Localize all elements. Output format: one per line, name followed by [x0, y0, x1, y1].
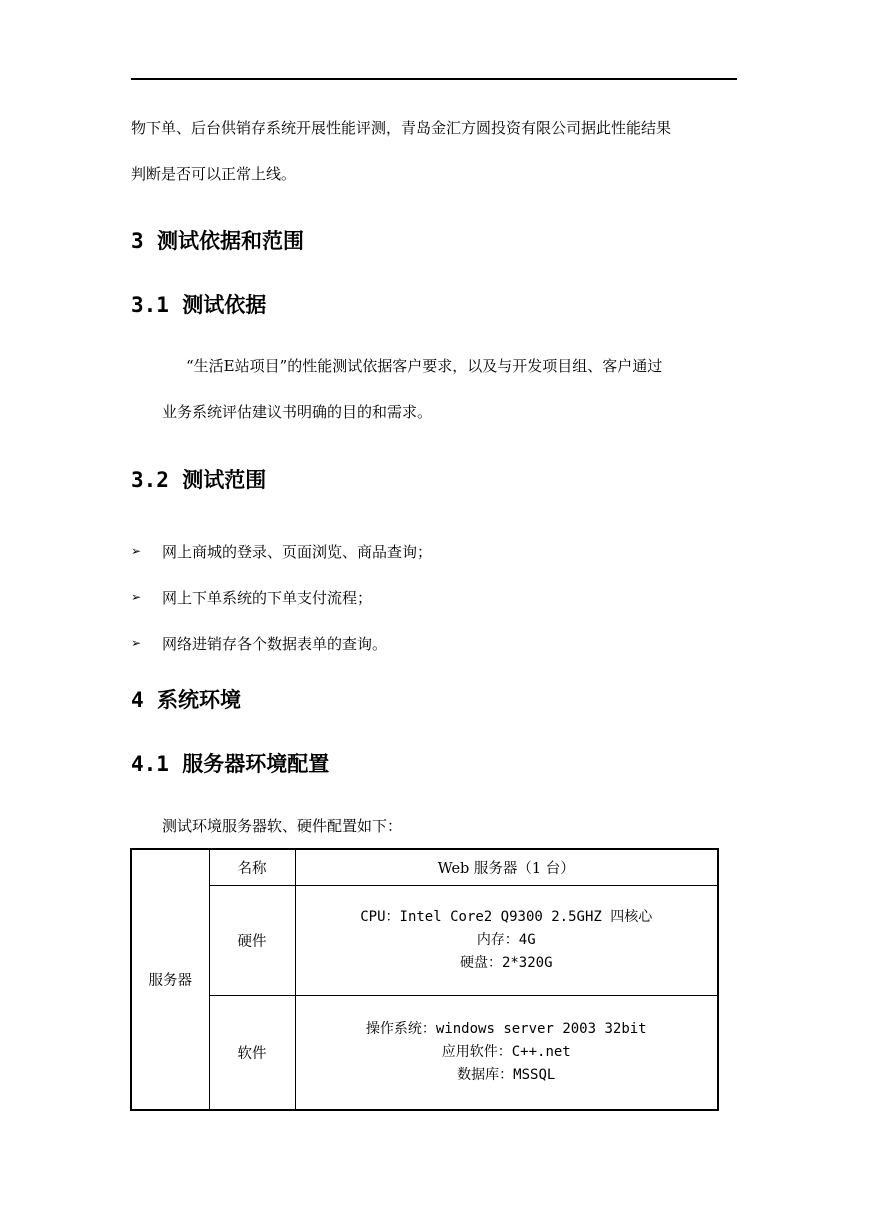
- scope-item-2: 网上下单系统的下单支付流程；: [162, 589, 373, 607]
- table-header-row: [131, 849, 718, 885]
- arrow-bullet-icon: ➢: [131, 544, 142, 558]
- section-4-1-title: 服务器环境配置: [182, 751, 330, 776]
- scope-item-1: 网上商城的登录、页面浏览、商品查询；: [162, 543, 433, 561]
- section-3-2-title: 测试范围: [182, 467, 267, 492]
- scope-item-3: 网络进销存各个数据表单的查询。: [162, 635, 388, 653]
- hardware-detail-cell: [295, 885, 718, 995]
- section-3-1-number: 3.1: [131, 293, 169, 317]
- software-label-cell: 软件: [209, 995, 295, 1110]
- server-config-intro: 测试环境服务器软、硬件配置如下：: [162, 817, 403, 835]
- software-detail-cell: [295, 995, 718, 1110]
- section-3-1-heading: [131, 289, 266, 319]
- section-4-number: 4: [131, 688, 144, 712]
- hardware-memory: 内存：4G: [476, 931, 536, 948]
- hardware-cpu: CPU：Intel Core2 Q9300 2.5GHZ 四核心: [360, 908, 653, 925]
- web-server-cell: Web 服务器（1 台）: [295, 849, 718, 885]
- software-app: 应用软件：C++.net: [441, 1043, 571, 1060]
- arrow-bullet-icon: ➢: [131, 590, 142, 604]
- section-3-number: 3: [131, 229, 144, 253]
- hardware-disk: 硬盘：2*320G: [459, 954, 553, 971]
- arrow-bullet-icon: ➢: [131, 636, 142, 650]
- software-db: 数据库：MSSQL: [457, 1066, 556, 1083]
- section-3-heading: [131, 225, 304, 255]
- section-3-1-title: 测试依据: [182, 292, 267, 317]
- software-os: 操作系统：windows server 2003 32bit: [365, 1020, 647, 1037]
- section-4-title: 系统环境: [156, 687, 241, 712]
- section-4-1-number: 4.1: [131, 752, 169, 776]
- hardware-label-cell: 硬件: [209, 885, 295, 995]
- header-rule: [131, 78, 737, 80]
- intro-line-1: 物下单、后台供销存系统开展性能评测，青岛金汇方圆投资有限公司据此性能结果: [131, 119, 672, 137]
- section-4-1-heading: [131, 748, 329, 778]
- section-4-heading: [131, 684, 241, 714]
- hardware-row: [131, 885, 718, 995]
- software-row: [131, 995, 718, 1110]
- intro-line-2: 判断是否可以正常上线。: [131, 165, 297, 183]
- section-3-2-heading: [131, 464, 266, 494]
- name-label-cell: 名称: [209, 849, 295, 885]
- server-config-table: [130, 848, 719, 1111]
- basis-para-line-2: 业务系统评估建议书明确的目的和需求。: [162, 403, 433, 421]
- basis-para-line-1: “生活E站项目”的性能测试依据客户要求，以及与开发项目组、客户通过: [186, 357, 663, 375]
- section-3-2-number: 3.2: [131, 468, 169, 492]
- section-3-title: 测试依据和范围: [156, 228, 304, 253]
- server-group-cell: 服务器: [131, 849, 209, 1110]
